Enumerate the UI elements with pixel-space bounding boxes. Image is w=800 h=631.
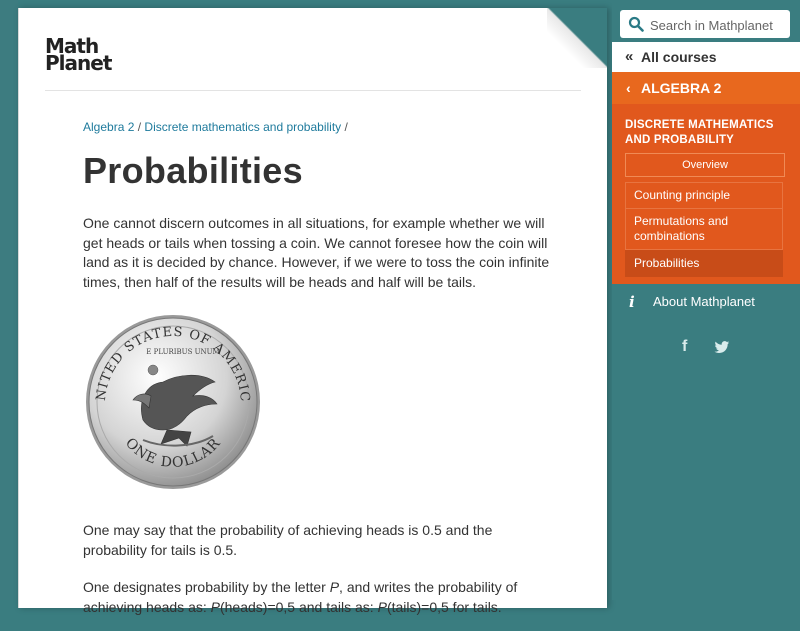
logo-line-2: Planet: [45, 51, 112, 75]
menu-item-permutations[interactable]: Permutations and combinations: [625, 208, 783, 250]
overview-link[interactable]: Overview: [625, 153, 785, 177]
menu-item-probabilities[interactable]: Probabilities: [625, 250, 783, 277]
facebook-icon[interactable]: f: [682, 338, 688, 355]
about-link[interactable]: [612, 290, 800, 314]
menu-item-counting-principle[interactable]: Counting principle: [625, 182, 783, 209]
content-paper: [18, 8, 607, 615]
breadcrumb-discrete-math[interactable]: Discrete mathematics and probability: [144, 120, 342, 134]
all-courses-link[interactable]: [612, 42, 800, 72]
sidebar: [612, 0, 800, 600]
search-input[interactable]: [648, 14, 790, 36]
search-icon[interactable]: [628, 16, 644, 32]
chevron-left-icon: ‹: [626, 80, 631, 96]
coin-image: [83, 312, 263, 492]
info-icon: i: [629, 293, 635, 311]
twitter-icon[interactable]: [714, 341, 730, 354]
notation-heads-expr: (heads)=0,5 and tails as:: [219, 598, 378, 615]
notation-text-2: , and writes the probability of achieving heads as:: [83, 579, 518, 615]
course-label: ALGEBRA 2: [641, 80, 722, 96]
coin-motto: E PLURIBUS UNUM: [146, 348, 220, 356]
breadcrumb-separator: /: [344, 120, 348, 134]
coin-top-text: NITED STATES OF AMERIC: [93, 324, 253, 404]
paper-curl: [547, 8, 607, 68]
course-back-link[interactable]: [612, 72, 800, 104]
section-heading: DISCRETE MATHEMATICS AND PROBABILITY: [625, 119, 774, 146]
notation-paragraph: [83, 578, 553, 617]
header-divider: [45, 90, 581, 91]
notation-p-tails: P: [377, 598, 387, 615]
intro-paragraph: One cannot discern outcomes in all situations, for example whether we will get heads or tails when tossing a coin. We cannot foresee how the coin will land as it is decided by chance. However, if we were to toss the coin infinite times, then half of the results will be heads and half will be tails.: [83, 215, 550, 290]
coin-bottom-text: ONE DOLLAR: [121, 435, 225, 472]
notation-text-1: One designates probability by the letter: [83, 579, 330, 595]
all-courses-label: All courses: [641, 49, 717, 65]
about-label: About Mathplanet: [653, 294, 755, 309]
breadcrumb-separator: /: [137, 120, 142, 134]
notation-p-heads: P: [210, 598, 220, 615]
probability-paragraph: One may say that the probability of achieving heads is 0.5 and the probability for tails is 0.5.: [83, 522, 493, 558]
page-title: Probabilities: [83, 150, 303, 191]
search-box[interactable]: [620, 10, 790, 38]
notation-p: P: [329, 579, 340, 595]
breadcrumb: [83, 120, 553, 134]
mathplanet-logo[interactable]: [45, 34, 115, 78]
course-menu: [612, 72, 800, 284]
main-content: [83, 120, 553, 631]
double-chevron-left-icon: «: [625, 48, 634, 65]
notation-tails-expr: (tails)=0,5 for tails.: [386, 598, 502, 615]
left-frame-strip: [0, 0, 18, 600]
logo-line-1: Math: [45, 34, 99, 58]
breadcrumb-algebra-2[interactable]: Algebra 2: [83, 120, 135, 134]
